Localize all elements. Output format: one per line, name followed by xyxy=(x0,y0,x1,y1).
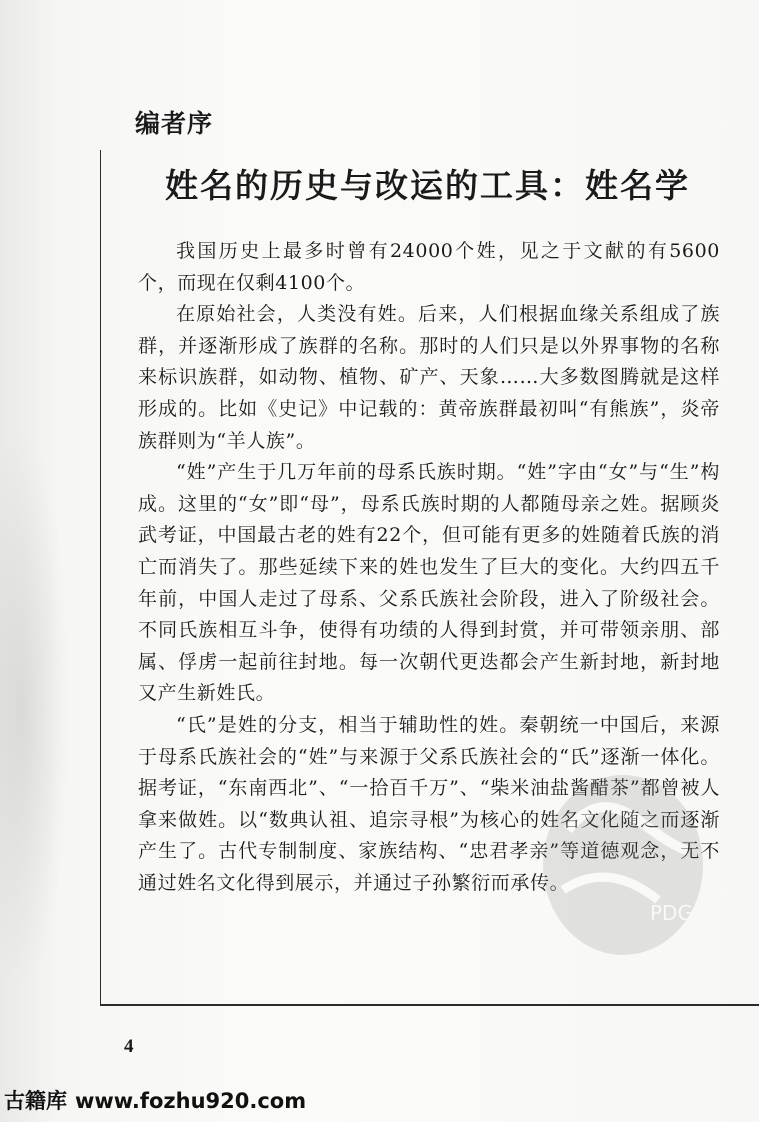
frame-left-rule xyxy=(100,150,101,1005)
pdg-watermark xyxy=(538,770,708,960)
page-title: 姓名的历史与改运的工具：姓名学 xyxy=(165,166,690,205)
footer-site-name: 古籍库 xyxy=(4,1089,67,1113)
paragraph: 我国历史上最多时曾有24000个姓，见之于文献的有5600个，而现在仅剩4100个。 xyxy=(138,240,720,294)
section-label: 编者序 xyxy=(135,109,214,138)
frame-bottom-rule xyxy=(100,1004,759,1006)
paragraph: 在原始社会，人类没有姓。后来，人们根据血缘关系组成了族群，并逐渐形成了族群的名称。那时的人们只是以外界事物的名称来标识族群，如动物、植物、矿产、天象……大多数图腾就是这样形成的。比如《史记》中记载的：黄帝族群最初叫“有熊族”，炎帝族群则为“羊人族”。 xyxy=(138,303,720,452)
footer-watermark xyxy=(4,1085,314,1115)
paragraph: “姓”产生于几万年前的母系氏族时期。“姓”字由“女”与“生”构成。这里的“女”即“母”，母系氏族时期的人都随母亲之姓。据顾炎武考证，中国最古老的姓有22个，但可能有更多的姓随着氏族的消亡而消失了。那些延续下来的姓也发生了巨大的变化。大约四五千年前，中国人走过了母系、父系氏族社会阶段，进入了阶级社会。不同氏族相互斗争，使得有功绩的人得到封赏，并可带领亲朋、部属、俘虏一起前往封地。每一次朝代更迭都会产生新封地，新封地又产生新姓氏。 xyxy=(138,461,720,705)
page-number: 4 xyxy=(124,1036,134,1057)
paragraph: “氏”是姓的分支，相当于辅助性的姓。秦朝统一中国后，来源于母系氏族社会的“姓”与来源于父系氏族社会的“氏”逐渐一体化。据考证，“东南西北”、“一拾百千万”、“柴米油盐酱醋茶”都曾被人拿来做姓。以“数典认祖、追宗寻根”为核心的姓名文化随之而逐渐产生了。古代专制制度、家族结构、“忠君孝亲”等道德观念，无不通过姓名文化得到展示，并通过子孙繁衍而承传。 xyxy=(138,713,720,894)
scan-shadow xyxy=(0,430,70,990)
watermark-label: PDG xyxy=(650,901,693,925)
footer-url: www.fozhu920.com xyxy=(75,1089,307,1113)
